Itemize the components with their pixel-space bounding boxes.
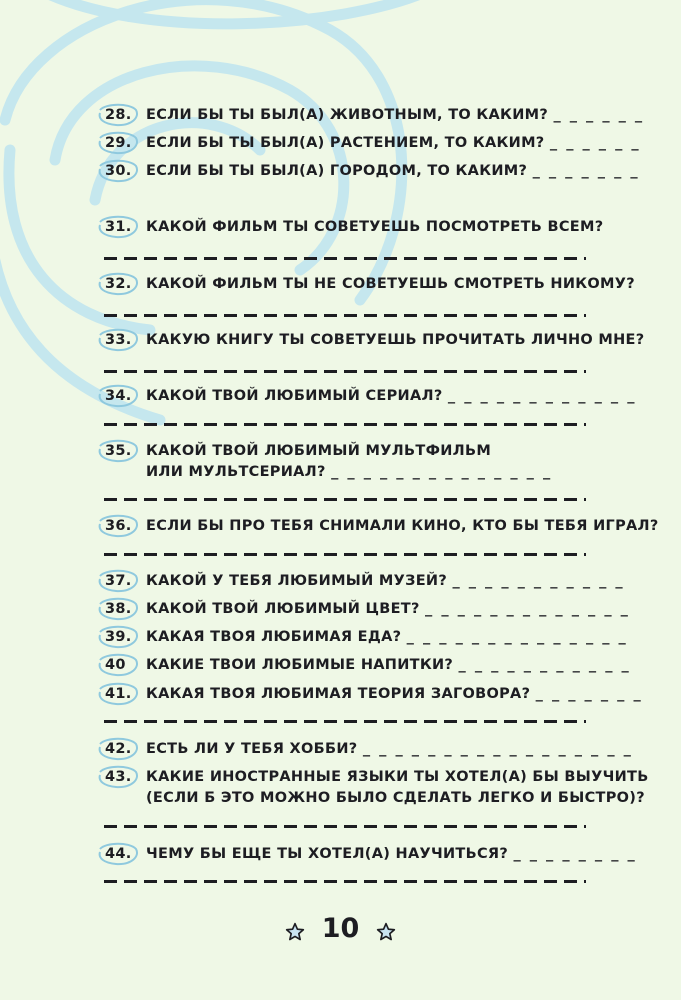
question-text: КАКОЙ ФИЛЬМ ТЫ СОВЕТУЕШЬ ПОСМОТРЕТЬ ВСЕМ? <box>146 219 604 235</box>
question-text: КАКОЙ ТВОЙ ЛЮБИМЫЙ СЕРИАЛ? _ _ _ _ _ _ _ _ _ _ _ _ <box>146 388 637 404</box>
question-number: 44. <box>100 844 144 866</box>
question-number: 32. <box>100 274 144 296</box>
question-number: 28. <box>100 105 144 127</box>
answer-line <box>104 257 586 260</box>
question-number: 40 <box>100 655 144 677</box>
page-footer <box>0 912 681 948</box>
answer-line <box>104 825 586 828</box>
question-text: КАКАЯ ТВОЯ ЛЮБИМАЯ ТЕОРИЯ ЗАГОВОРА? _ _ _ _ _ _ _ <box>146 686 643 702</box>
question-number: 37. <box>100 571 144 593</box>
question-text: КАКИЕ ТВОИ ЛЮБИМЫЕ НАПИТКИ? _ _ _ _ _ _ _ _ _ _ _ <box>146 657 631 673</box>
question-number: 36. <box>100 516 144 538</box>
question-text: КАКОЙ ТВОЙ ЛЮБИМЫЙ ЦВЕТ? _ _ _ _ _ _ _ _ _ _ _ _ _ <box>146 601 630 617</box>
star-icon <box>376 922 396 942</box>
answer-line <box>104 370 586 373</box>
question-text: КАКОЙ У ТЕБЯ ЛЮБИМЫЙ МУЗЕЙ? _ _ _ _ _ _ _ _ _ _ _ <box>146 573 625 589</box>
answer-line <box>104 423 586 426</box>
answer-line <box>104 720 586 723</box>
answer-line <box>104 498 586 501</box>
question-number: 30. <box>100 161 144 183</box>
question-text: КАКОЙ ФИЛЬМ ТЫ НЕ СОВЕТУЕШЬ СМОТРЕТЬ НИКОМУ? <box>146 276 635 292</box>
question-number: 29. <box>100 133 144 155</box>
question-text: ЕСЛИ БЫ ТЫ БЫЛ(А) РАСТЕНИЕМ, ТО КАКИМ? _ _ _ _ _ _ <box>146 135 641 151</box>
question-text: КАКАЯ ТВОЯ ЛЮБИМАЯ ЕДА? _ _ _ _ _ _ _ _ _ _ _ _ _ _ <box>146 629 628 645</box>
page-number: 10 <box>321 913 360 944</box>
question-text: ЕСЛИ БЫ ПРО ТЕБЯ СНИМАЛИ КИНО, КТО БЫ ТЕБЯ ИГРАЛ? <box>146 518 659 534</box>
question-number: 35. <box>100 441 144 463</box>
question-number: 43. <box>100 767 144 789</box>
question-number: 42. <box>100 739 144 761</box>
answer-line <box>104 314 586 317</box>
question-number: 39. <box>100 627 144 649</box>
question-number: 31. <box>100 217 144 239</box>
question-text: ЕСЛИ БЫ ТЫ БЫЛ(А) ГОРОДОМ, ТО КАКИМ? _ _ _ _ _ _ _ <box>146 163 640 179</box>
answer-line <box>104 553 586 556</box>
star-icon <box>285 922 305 942</box>
question-text: ЧЕМУ БЫ ЕЩЕ ТЫ ХОТЕЛ(А) НАУЧИТЬСЯ? _ _ _ _ _ _ _ _ <box>146 846 637 862</box>
question-number: 34. <box>100 386 144 408</box>
question-text: КАКОЙ ТВОЙ ЛЮБИМЫЙ МУЛЬТФИЛЬМ <box>146 443 492 459</box>
question-text: ЕСТЬ ЛИ У ТЕБЯ ХОББИ? _ _ _ _ _ _ _ _ _ _ _ _ _ _ _ _ _ <box>146 741 633 757</box>
question-text: КАКИЕ ИНОСТРАННЫЕ ЯЗЫКИ ТЫ ХОТЕЛ(А) БЫ ВЫУЧИТЬ <box>146 769 649 785</box>
question-number: 41. <box>100 684 144 706</box>
question-text: ЕСЛИ БЫ ТЫ БЫЛ(А) ЖИВОТНЫМ, ТО КАКИМ? _ _ _ _ _ _ <box>146 107 645 123</box>
answer-line <box>104 880 586 883</box>
question-text: КАКУЮ КНИГУ ТЫ СОВЕТУЕШЬ ПРОЧИТАТЬ ЛИЧНО МНЕ? <box>146 332 645 348</box>
question-number: 33. <box>100 330 144 352</box>
question-number: 38. <box>100 599 144 621</box>
